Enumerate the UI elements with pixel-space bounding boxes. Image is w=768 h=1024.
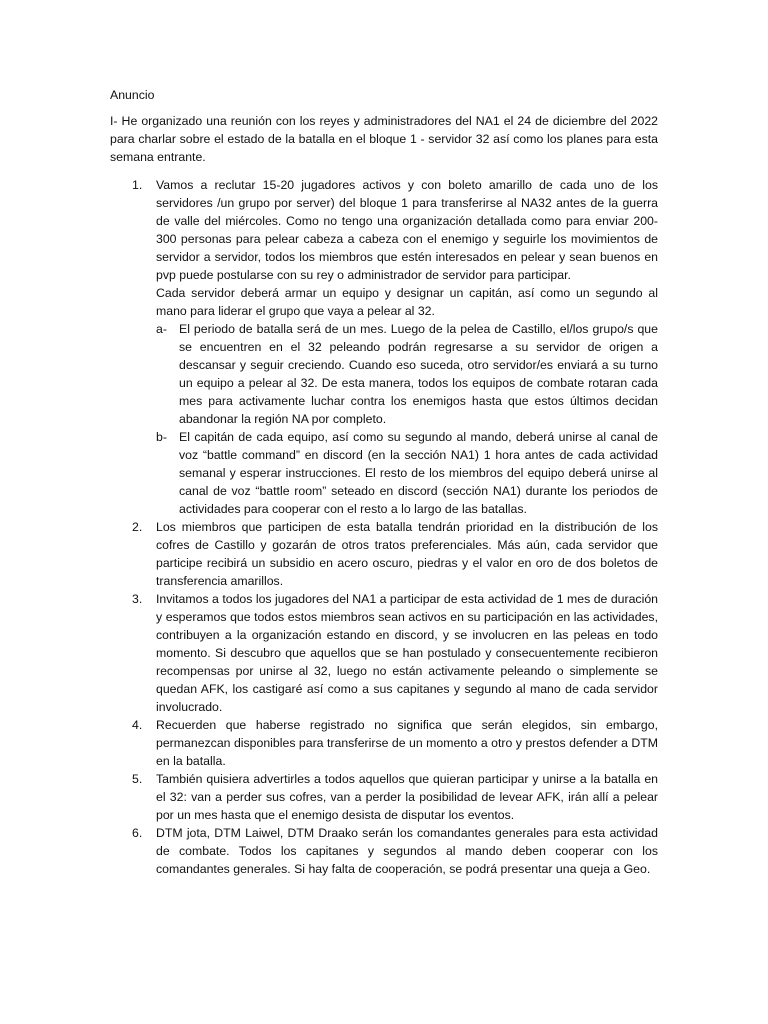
list-item-number: 2. (132, 520, 143, 534)
list-item (110, 716, 658, 770)
list-item-text: Vamos a reclutar 15-20 jugadores activos y con boleto amarillo de cada uno de los servidores /un grupo por server) del bloque 1 para transferirse al NA32 antes de la guerra de valle del miércoles. Como no tengo una organización detallada como para enviar 200-300 personas para pelear cabeza a cabeza con el enemigo y seguirle los movimientos de servidor a servidor, todos los miembros que estén interesados en pelear y sean buenos en pvp puede postularse con su rey o administrador de servidor para participar. (156, 178, 658, 282)
list-item-text: DTM jota, DTM Laiwel, DTM Draako serán los comandantes generales para esta actividad de combate. Todos los capitanes y segundos al mando deben cooperar con los comandantes generales. Si hay falta de cooperación, se podrá presentar una queja a Geo. (156, 826, 658, 876)
list-item-number: 1. (132, 178, 143, 192)
sub-list (156, 320, 658, 518)
list-item-text-continued: Cada servidor deberá armar un equipo y designar un capitán, así como un segundo al mano para liderar el grupo que vaya a pelear al 32. (156, 286, 658, 318)
intro-paragraph: I- He organizado una reunión con los reyes y administradores del NA1 el 24 de diciembre del 2022 para charlar sobre el estado de la batalla en el bloque 1 - servidor 32 así como los planes para esta semana entrante. (110, 114, 658, 164)
list-item (110, 770, 658, 824)
list-item-number: 5. (132, 772, 143, 786)
sub-list-item (156, 428, 658, 518)
list-item-number: 3. (132, 592, 143, 606)
document-body (110, 86, 658, 878)
announcement-list (110, 176, 658, 878)
list-item-number: 4. (132, 718, 143, 732)
list-item-text: Los miembros que participen de esta batalla tendrán prioridad en la distribución de los cofres de Castillo y gozarán de otros tratos preferenciales. Más aún, cada servidor que participe recibirá un subsidio en acero oscuro, piedras y el valor en oro de dos boletos de transferencia amarillos. (156, 520, 658, 588)
list-item-number: 6. (132, 826, 143, 840)
list-item-text: Recuerden que haberse registrado no significa que serán elegidos, sin embargo, permanezcan disponibles para transferirse de un momento a otro y prestos defender a DTM en la batalla. (156, 718, 658, 768)
list-item (110, 176, 658, 518)
list-item (110, 518, 658, 590)
list-item (110, 824, 658, 878)
sub-list-item-text: El capitán de cada equipo, así como su segundo al mando, deberá unirse al canal de voz “battle command” en discord (en la sección NA1) 1 hora antes de cada actividad semanal y esperar instrucciones. El resto de los miembros del equipo deberá unirse al canal de voz “battle room” seteado en discord (sección NA1) durante los periodos de actividades para cooperar con el resto a lo largo de las batallas. (179, 430, 658, 516)
list-item-text: Invitamos a todos los jugadores del NA1 a participar de esta actividad de 1 mes de duración y esperamos que todos estos miembros sean activos en su participación en las actividades, contribuyen a la organización estando en discord, y se involucren en las peleas en todo momento. Si descubro que aquellos que se han postulado y consecuentemente recibieron recompensas por unirse al 32, luego no están activamente peleando o simplemente se quedan AFK, los castigaré así como a sus capitanes y segundo al mano de cada servidor involucrado. (156, 592, 658, 714)
list-item-text: También quisiera advertirles a todos aquellos que quieran participar y unirse a la batalla en el 32: van a perder sus cofres, van a perder la posibilidad de levear AFK, irán allí a pelear por un mes hasta que el enemigo desista de disputar los eventos. (156, 772, 658, 822)
sub-list-item-text: El periodo de batalla será de un mes. Luego de la pelea de Castillo, el/los grupo/s que se encuentren en el 32 peleando podrán regresarse a su servidor de origen a descansar y seguir creciendo. Cuando eso suceda, otro servidor/es enviará a su turno un equipo a pelear al 32. De esta manera, todos los equipos de combate rotaran cada mes para activamente luchar contra los enemigos hasta que estos últimos decidan abandonar la región NA por completo. (179, 322, 658, 426)
list-item (110, 590, 658, 716)
sub-list-item-letter: b- (156, 430, 167, 444)
sub-list-item (156, 320, 658, 428)
document-title: Anuncio (110, 88, 155, 102)
sub-list-item-letter: a- (156, 322, 167, 336)
